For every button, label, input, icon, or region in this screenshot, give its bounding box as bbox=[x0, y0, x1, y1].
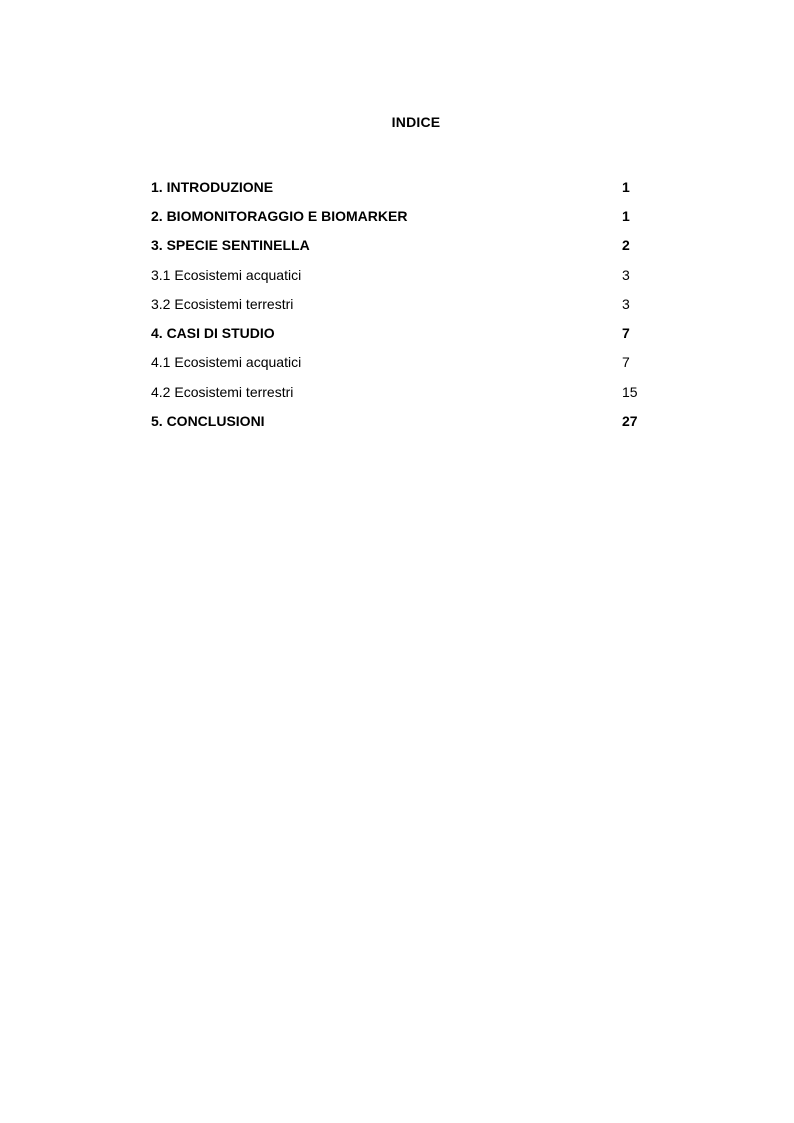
toc-entry bbox=[151, 260, 651, 289]
toc-entry-label: 4. CASI DI STUDIO bbox=[151, 325, 275, 342]
toc-entry-label: 4.1 Ecosistemi acquatici bbox=[151, 354, 302, 371]
toc-entry-page: 1 bbox=[622, 178, 630, 195]
toc-entry bbox=[151, 377, 651, 406]
toc-entry-page: 7 bbox=[622, 354, 630, 371]
toc-entry-label: 3. SPECIE SENTINELLA bbox=[151, 237, 310, 254]
toc-entry bbox=[151, 201, 651, 230]
toc-title: INDICE bbox=[391, 114, 441, 130]
toc-entry bbox=[151, 348, 651, 377]
table-of-contents bbox=[151, 172, 651, 436]
toc-entry bbox=[151, 318, 651, 347]
toc-entry-page: 3 bbox=[622, 266, 630, 283]
toc-entry-page: 7 bbox=[622, 325, 630, 342]
toc-entry bbox=[151, 231, 651, 260]
toc-entry-page: 1 bbox=[622, 207, 630, 224]
toc-entry-label: 5. CONCLUSIONI bbox=[151, 413, 265, 430]
toc-entry-label: 3.2 Ecosistemi terrestri bbox=[151, 295, 294, 312]
toc-entry-page: 15 bbox=[622, 383, 638, 400]
toc-entry bbox=[151, 172, 651, 201]
toc-entry-label: 1. INTRODUZIONE bbox=[151, 178, 274, 195]
toc-entry-page: 27 bbox=[622, 413, 638, 430]
toc-entry bbox=[151, 289, 651, 318]
toc-entry bbox=[151, 406, 651, 435]
toc-entry-label: 3.1 Ecosistemi acquatici bbox=[151, 266, 302, 283]
toc-entry-page: 3 bbox=[622, 295, 630, 312]
toc-entry-label: 4.2 Ecosistemi terrestri bbox=[151, 383, 294, 400]
toc-entry-page: 2 bbox=[622, 237, 630, 254]
toc-entry-label: 2. BIOMONITORAGGIO E BIOMARKER bbox=[151, 207, 408, 224]
